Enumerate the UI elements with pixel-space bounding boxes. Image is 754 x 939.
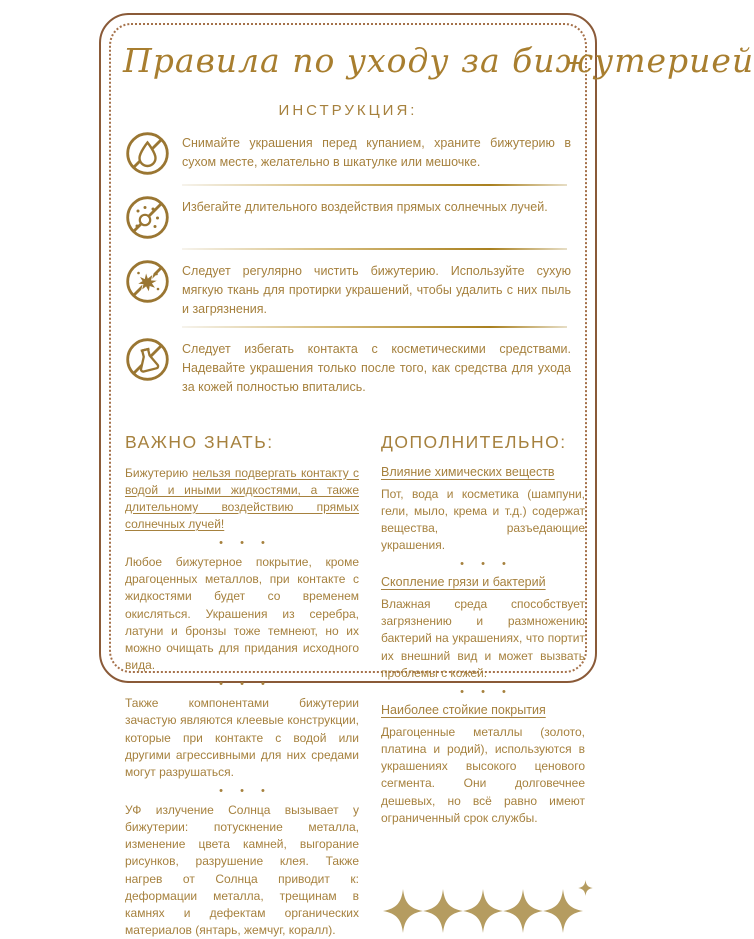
info-columns [125,432,571,939]
instruction-text: Снимайте украшения перед купанием, храните бижутерию в сухом месте, желательно в шкатулке или мешочке. [182,134,571,172]
item-divider [182,326,567,328]
instruction-item [125,329,571,403]
no-cosmetics-icon [125,337,170,382]
important-paragraph: Также компонентами бижутерии зачастую являются клеевые конструкции, которые при контакте с водой или другими агрессивными для них средами могут разрушаться. [125,695,359,781]
no-water-icon [125,131,170,176]
dots-separator: • • • [132,538,359,549]
dotted-border [109,23,587,673]
additional-heading: ДОПОЛНИТЕЛЬНО: [381,432,585,453]
additional-paragraph: Драгоценные металлы (золото, платина и родий), используются в украшениях высокого ценового сегмента. Они долговечнее дешевых, но всё равно имеют ограниченный срок службы. [381,724,585,827]
no-dust-icon [125,259,170,304]
important-column [125,432,359,939]
additional-subheading: Наиболее стойкие покрытия [381,703,585,717]
instructions-list [125,123,571,404]
item-divider [182,184,567,186]
sparkle-star-icon [383,889,423,933]
page-title: Правила по уходу за бижутерией [123,41,573,80]
dots-separator: • • • [388,687,585,698]
instruction-text: Следует избегать контакта с косметическими средствами. Надевайте украшения только после того, как средства для ухода за кожей полностью впитались. [182,340,571,396]
important-paragraph: УФ излучение Солнца вызывает у бижутерии: потускнение металла, изменение цвета камней, выгорание рисунков, разрушение клея. Также нагрев от Солнца приводит к: деформации металла, трещинам в камнях и дефектам органических материалов (янтарь, жемчуг, коралл). [125,802,359,939]
important-paragraph-prefix: Бижутерию [125,466,192,480]
no-sun-icon [125,195,170,240]
sparkle-star-icon [503,889,543,933]
sparkle-star-icon [543,889,583,933]
additional-subheading: Скопление грязи и бактерий [381,575,585,589]
important-paragraph: Любое бижутерное покрытие, кроме драгоценных металлов, при контакте с жидкостями будет со временем окисляться. Украшения из серебра, латуни и бронзы тоже темнеют, но их можно очищать для придания исходного вида. [125,554,359,674]
instruction-text: Следует регулярно чистить бижутерию. Используйте сухую мягкую ткань для протирки украшений, чтобы удалить с них пыль и загрязнения. [182,262,571,318]
instruction-item [125,251,571,325]
sparkle-star-icon [423,889,463,933]
instruction-item [125,123,571,183]
stars-row [383,875,583,933]
additional-column [381,432,585,939]
important-paragraph-underlined: нельзя подвергать контакту с водой и иными жидкостями, а также длительному воздействию прямых солнечных лучей! [125,466,359,531]
instruction-item [125,187,571,247]
dots-separator: • • • [132,786,359,797]
additional-paragraph: Влажная среда способствует загрязнению и размножению бактерий на украшениях, что портит их внешний вид и может вызвать проблемы с кожей. [381,596,585,682]
item-divider [182,248,567,250]
page-border [99,13,597,683]
dots-separator: • • • [388,559,585,570]
additional-subheading: Влияние химических веществ [381,465,585,479]
additional-paragraph: Пот, вода и косметика (шампуни, гели, мыло, крема и т.д.) содержат вещества, разъедающие украшения. [381,486,585,555]
dots-separator: • • • [132,679,359,690]
sparkle-star-icon [463,889,503,933]
instruction-text: Избегайте длительного воздействия прямых солнечных лучей. [182,198,548,217]
sparkle-small-icon [578,880,593,896]
important-heading: ВАЖНО ЗНАТЬ: [125,432,359,453]
instructions-heading: ИНСТРУКЦИЯ: [123,102,573,119]
important-paragraph [125,465,359,534]
